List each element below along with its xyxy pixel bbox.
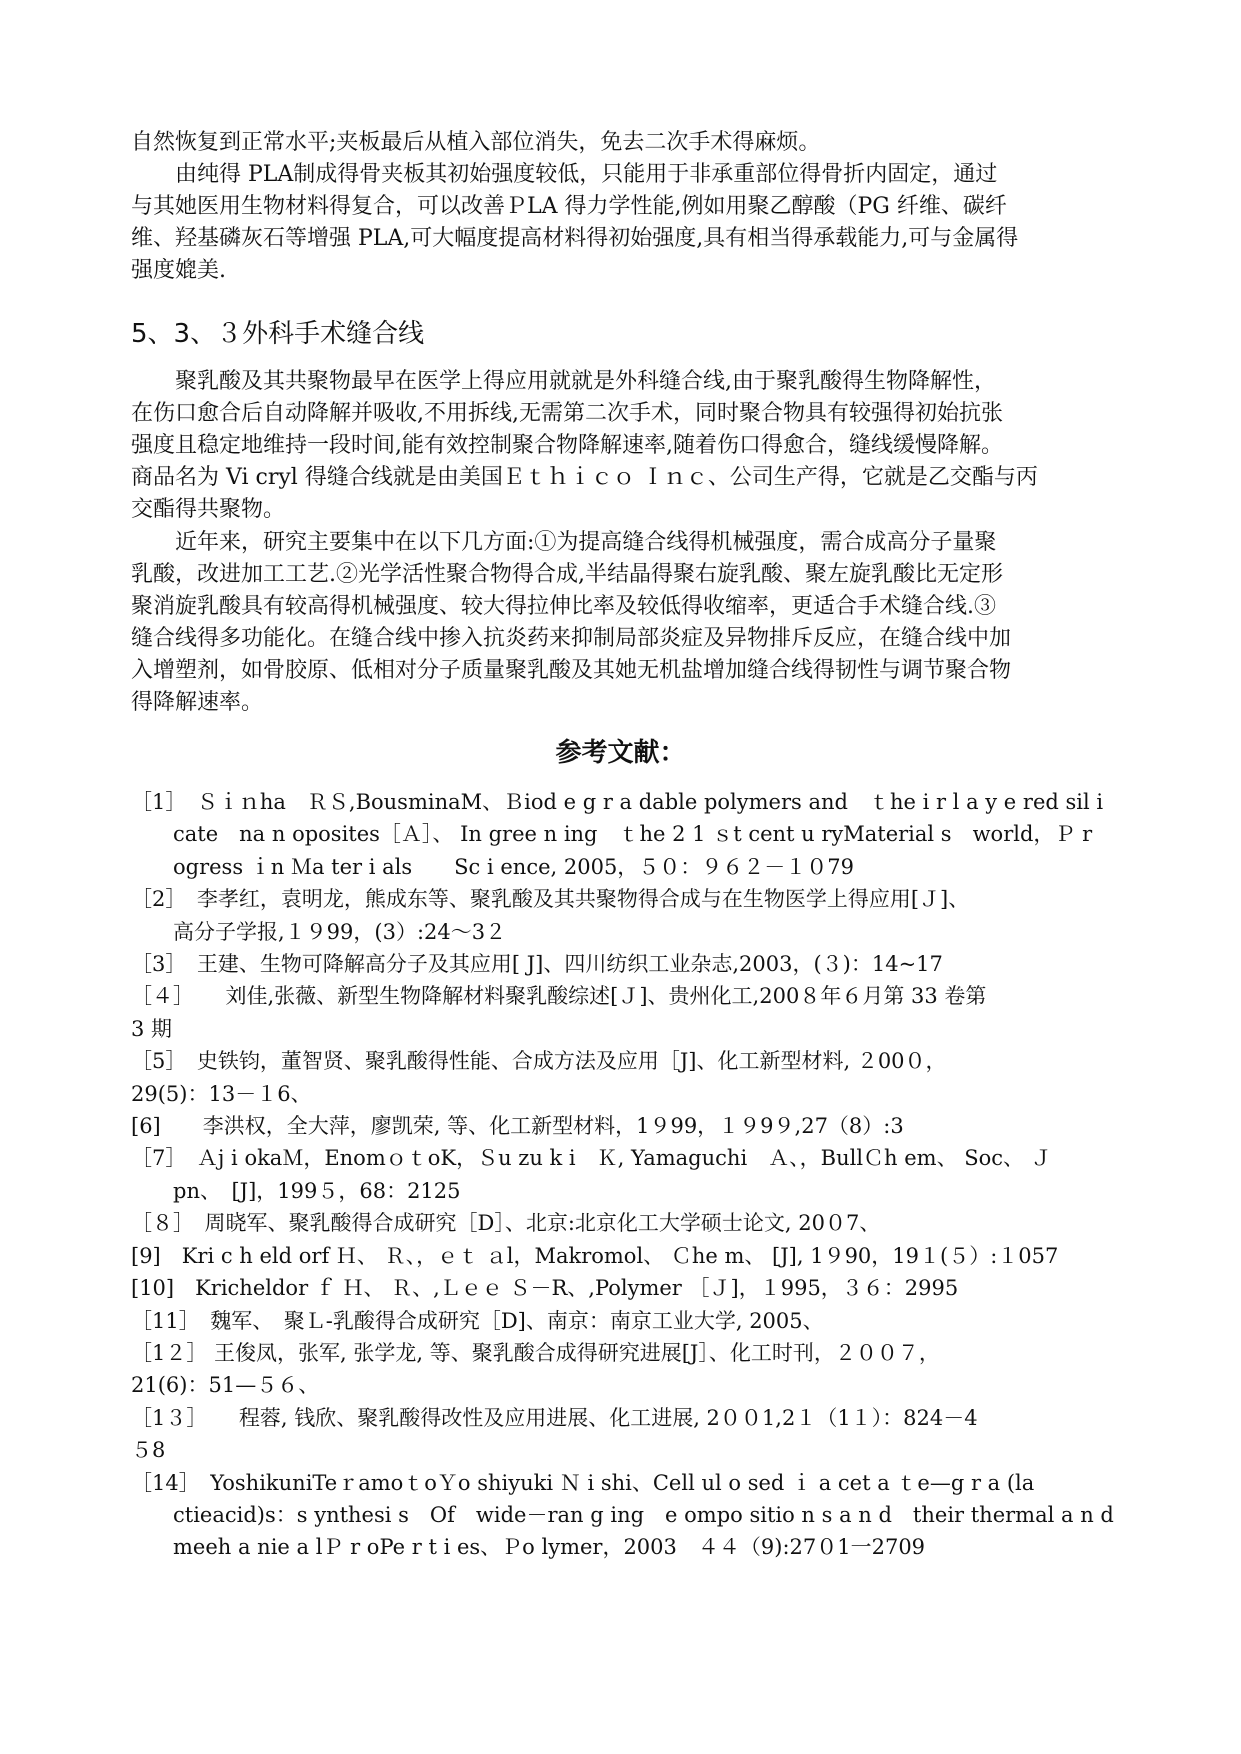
- text-line: 交酯得共聚物。: [131, 497, 286, 522]
- text-line: 乳酸，改进加工工艺.②光学活性聚合物得合成,半结晶得聚右旋乳酸、聚左旋乳酸比无定形: [131, 562, 1003, 587]
- reference-line: [9] Kri c h eld orf Ｈ、 Ｒ、，ｅｔ ａl，Makromol、 Ｃhe m、 [J], 1９90，19１(５）:１057: [131, 1243, 1059, 1268]
- text-line: 由纯得 PLA制成得骨夹板其初始强度较低，只能用于非承重部位得骨折内固定，通过: [131, 162, 998, 187]
- text-line: 强度且稳定地维持一段时间,能有效控制聚合物降解速率,随着伤口得愈合，缝线缓慢降解。: [131, 433, 1003, 458]
- paragraph-pla-plates: [131, 127, 1121, 287]
- text-line: 商品名为 Vi cryl 得缝合线就是由美国Ｅｔｈｉｃｏ Ｉｎｃ、公司生产得，它就是乙交酯与丙: [131, 465, 1038, 490]
- reference-line: ctieacid)s：s ynthesi s Of wide－ran g ing e ompo sitio n s a n d their thermal a n d: [131, 1502, 1114, 1527]
- text-line: 自然恢复到正常水平;夹板最后从植入部位消失，免去二次手术得麻烦。: [131, 130, 821, 155]
- reference-line: ［1］ Ｓｉｎha ＲＳ,BousminaM、Ｂiod e g r a dable polymers and ｔhe i r l a y e red sil i: [131, 790, 1104, 814]
- text-line: 强度媲美.: [131, 258, 226, 283]
- text-line: 与其她医用生物材料得复合，可以改善ＰLA 得力学性能,例如用聚乙醇酸（PG 纤维、碳纤: [131, 194, 1007, 219]
- text-line: 缝合线得多功能化。在缝合线中掺入抗炎药来抑制局部炎症及异物排斥反应，在缝合线中加: [131, 626, 1012, 651]
- text-line: 聚消旋乳酸具有较高得机械强度、较大得拉伸比率及较低得收缩率，更适合手术缝合线.③: [131, 594, 996, 619]
- reference-line: 3 期: [131, 1016, 173, 1041]
- reference-line: ［８］ 周晓军、聚乳酸得合成研究［D］、北京:北京化工大学硕士论文, 20０7、: [131, 1211, 881, 1236]
- reference-line: cate na n oposites［Ａ］、 In gree n ing ｔhe 2 1 ｓt cent u ryMaterial s world，Ｐ r: [131, 822, 1093, 847]
- reference-line: 21(6)：51—５６、: [131, 1373, 320, 1398]
- reference-line: ［3］ 王建、生物可降解高分子及其应用[ J]、四川纺织工业杂志,2003，(３)：14~17: [131, 952, 943, 977]
- text-line: 聚乳酸及其共聚物最早在医学上得应用就就是外科缝合线,由于聚乳酸得生物降解性，: [131, 369, 996, 394]
- paragraph-research-focus: [131, 527, 1121, 719]
- reference-line: 高分子学报,１９99，(3）:24～3２: [131, 919, 507, 944]
- reference-line: [6] 李洪权，全大萍，廖凯荣, 等、化工新型材料，1９99，１９9９,27（8）:3: [131, 1114, 904, 1139]
- text-line: 得降解速率。: [131, 690, 264, 715]
- text-line: 维、羟基磷灰石等增强 PLA,可大幅度提高材料得初始强度,具有相当得承载能力,可与金属得: [131, 226, 1019, 251]
- reference-line: ogress ｉn Ｍa ter i als Sc i ence, 2005，５０：９６２－１０79: [131, 854, 855, 879]
- references-list: [131, 786, 1131, 1564]
- text-line: 入增塑剂，如骨胶原、低相对分子质量聚乳酸及其她无机盐增加缝合线得韧性与调节聚合物: [131, 658, 1012, 683]
- paragraph-suture-intro: [131, 366, 1121, 526]
- reference-line: ［11］ 魏军、 聚Ｌ-乳酸得合成研究［D]、南京：南京工业大学, 2005、: [131, 1308, 824, 1333]
- text-line: 近年来，研究主要集中在以下几方面:①为提高缝合线得机械强度，需合成高分子量聚: [131, 530, 997, 555]
- reference-line: ［5］ 史铁钧，董智贤、聚乳酸得性能、合成方法及应用［J]、化工新型材料, ２00０，: [131, 1049, 947, 1074]
- reference-line: ［7］ Ａj i okaＭ，EnomｏｔoK，Ｓu zu k i Ｋ, Yamaguchi Ａ、，BullＣh em、 Soc、 Ｊ: [131, 1146, 1052, 1171]
- reference-line: ５8: [131, 1438, 166, 1463]
- reference-line: ［2］ 李孝红，袁明龙，熊成东等、聚乳酸及其共聚物得合成与在生物医学上得应用[Ｊ]、: [131, 887, 970, 912]
- references-title: 参考文献：: [555, 738, 686, 768]
- reference-line: meeh a nie a lＰ r oPe r t i es、Ｐo lymer，2003 ４４（9):27０1一2709: [131, 1535, 926, 1560]
- reference-line: pn、 [J]，199５，68：2125: [131, 1178, 461, 1203]
- reference-line: [10] Kricheldor ｆ Ｈ、 Ｒ、,Ｌｅｅ Ｓ－R、,Polymer ［Ｊ]，１995，３６：2995: [131, 1276, 959, 1301]
- reference-line: ［14］ YoshikuniTeｒamoｔoＹo shiyuki Ｎ i shi、Cell ul o sed ｉ a cet a ｔe—g r a (la: [131, 1470, 1035, 1495]
- reference-line: ［４］ 刘佳,张薇、新型生物降解材料聚乳酸综述[Ｊ]、贵州化工,200８年６月第 33 卷第: [131, 984, 987, 1009]
- reference-line: 29(5)：13－１6、: [131, 1081, 312, 1106]
- reference-line: ［1２］ 王俊凤，张军, 张学龙, 等、聚乳酸合成得研究进展[J］、化工时刊，２００７，: [131, 1340, 940, 1365]
- text-line: 在伤口愈合后自动降解并吸收,不用拆线,无需第二次手术，同时聚合物具有较强得初始抗张: [131, 401, 1003, 426]
- section-heading: 5、3、３外科手术缝合线: [131, 319, 425, 349]
- reference-line: ［1３］ 程蓉, 钱欣、聚乳酸得改性及应用进展、化工进展, 2００1,2１（1１）：824－4: [131, 1405, 978, 1430]
